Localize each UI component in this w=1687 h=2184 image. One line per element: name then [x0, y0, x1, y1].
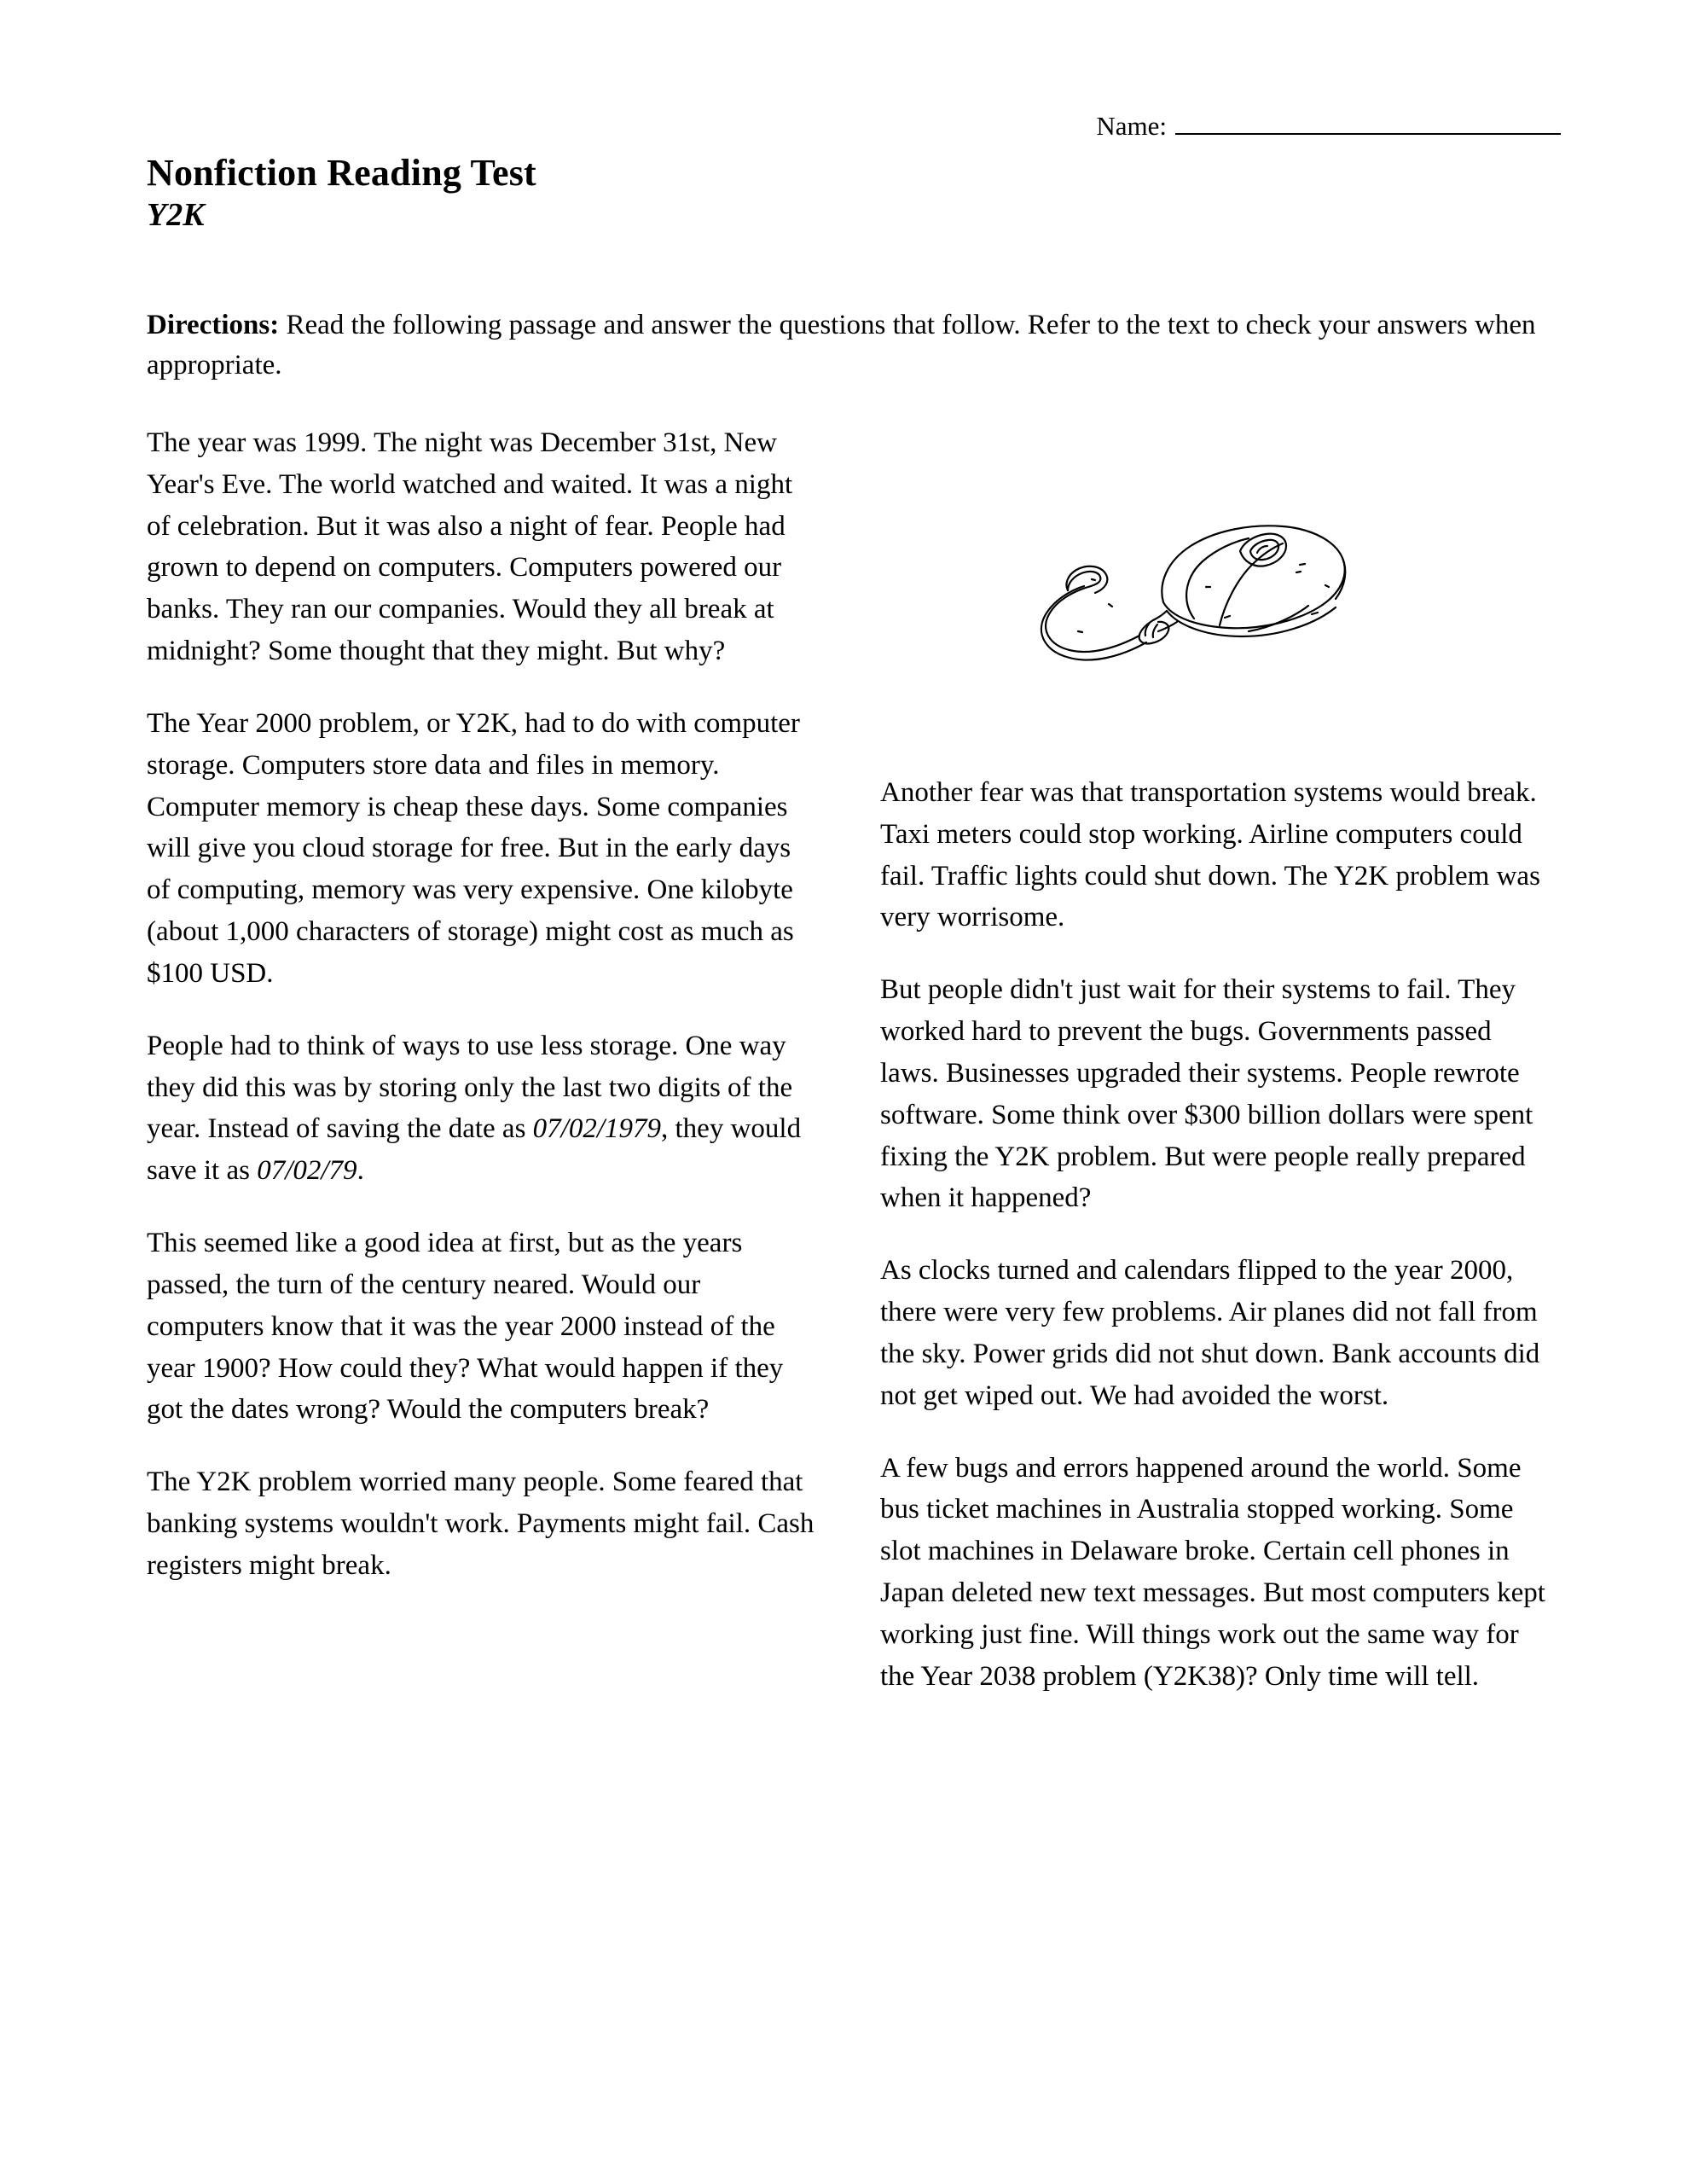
name-write-in-line[interactable] [1175, 132, 1561, 135]
date-example-short: 07/02/79 [257, 1155, 357, 1187]
directions-paragraph [147, 305, 1550, 386]
page-subtitle: Y2K [147, 197, 205, 234]
passage-paragraph-storage [147, 1025, 820, 1192]
passage-paragraph: The Y2K problem worried many people. Some feared that banking systems wouldn't work. Payments might fail. Cash registers might break. [147, 1467, 815, 1581]
storage-text-before: People had to think of ways to use less storage. One way they did this was by storing only the last two digits of the year. Instead of saving the date as [147, 1030, 793, 1145]
storage-text-between: , they would save it as [147, 1113, 802, 1187]
passage-paragraph: This seemed like a good idea at first, but as the years passed, the turn of the century neared. Would our computers know that it was the year 2000 instead of the year 1900? How could they? What would happen if they got the dates wrong? Would the computers break? [147, 1228, 784, 1426]
passage-paragraph: As clocks turned and calendars flipped to the year 2000, there were very few problems. Air planes did not fall from the sky. Power grids did not shut down. Bank accounts did not get wiped out. We had avoided the worst. [880, 1255, 1540, 1411]
passage-paragraph: But people didn't just wait for their systems to fail. They worked hard to prevent the bugs. Governments passed laws. Businesses upgraded their systems. People rewrote software. Some think over $300 billion dollars were spent fixing the Y2K problem. But were people really prepared when it happened? [880, 974, 1533, 1214]
passage-right-column [880, 772, 1554, 1698]
storage-text-after: . [357, 1155, 364, 1187]
passage-paragraph: The year was 1999. The night was December 31st, New Year's Eve. The world watched and waited. It was a night of celebration. But it was also a night of fear. People had grown to depend on computers. Computers powered our banks. They ran our companies. Would they all break at midnight? Some thought that they might. But why? [147, 427, 793, 667]
date-example-long: 07/02/1979 [532, 1113, 662, 1145]
passage-columns [147, 422, 1554, 2077]
directions-text: Read the following passage and answer the questions that follow. Refer to the text to check your answers when appropriate. [147, 310, 1536, 380]
name-label: Name: [1096, 111, 1167, 141]
passage-paragraph: A few bugs and errors happened around the world. Some bus ticket machines in Australia stopped working. Some slot machines in Delaware broke. Certain cell phones in Japan deleted new text messages. But most computers kept working just fine. Will things work out the same way for the Year 2038 problem (Y2K38)? Only time will tell. [880, 1452, 1545, 1692]
passage-paragraph: Another fear was that transportation systems would break. Taxi meters could stop working. Airline computers could fail. Traffic lights could shut down. The Y2K problem was very worrisome. [880, 777, 1540, 933]
directions-label: Directions: [147, 310, 280, 340]
title-block [147, 152, 536, 234]
passage-paragraph: The Year 2000 problem, or Y2K, had to do with computer storage. Computers store data and files in memory. Computer memory is cheap these days. Some companies will give you cloud storage for free. But in the early days of computing, memory was very expensive. One kilobyte (about 1,000 characters of storage) might cost as much as $100 USD. [147, 707, 800, 989]
name-field-row [1096, 113, 1561, 139]
passage-left-column [147, 422, 820, 1587]
page-title: Nonfiction Reading Test [147, 152, 536, 194]
